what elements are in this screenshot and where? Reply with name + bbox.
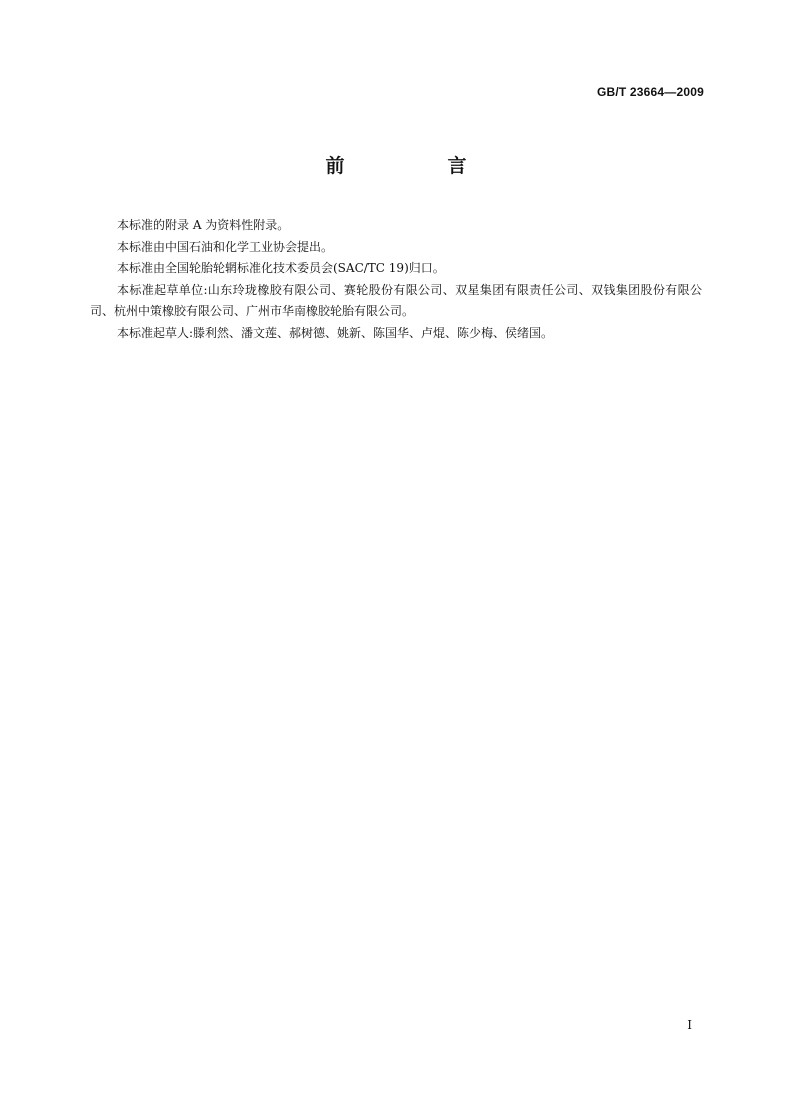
paragraph-drafting-units: 本标准起草单位:山东玲珑橡胶有限公司、赛轮股份有限公司、双星集团有限责任公司、双钱集团股份有限公司、杭州中策橡胶有限公司、广州市华南橡胶轮胎有限公司。 <box>90 282 702 318</box>
foreword-body <box>90 215 702 344</box>
standard-code: GB/T 23664—2009 <box>596 85 704 99</box>
paragraph-drafters: 本标准起草人:滕利然、潘文莲、郝树德、姚新、陈国华、卢焜、陈少梅、侯绪国。 <box>117 325 554 340</box>
page-number: I <box>687 1018 692 1032</box>
page-title: 前 言 <box>325 155 509 177</box>
paragraph-proposer: 本标准由中国石油和化学工业协会提出。 <box>117 239 334 254</box>
paragraph-committee: 本标准由全国轮胎轮辋标准化技术委员会(SAC/TC 19)归口。 <box>117 261 445 275</box>
paragraph-appendix: 本标准的附录 A 为资料性附录。 <box>117 218 290 232</box>
